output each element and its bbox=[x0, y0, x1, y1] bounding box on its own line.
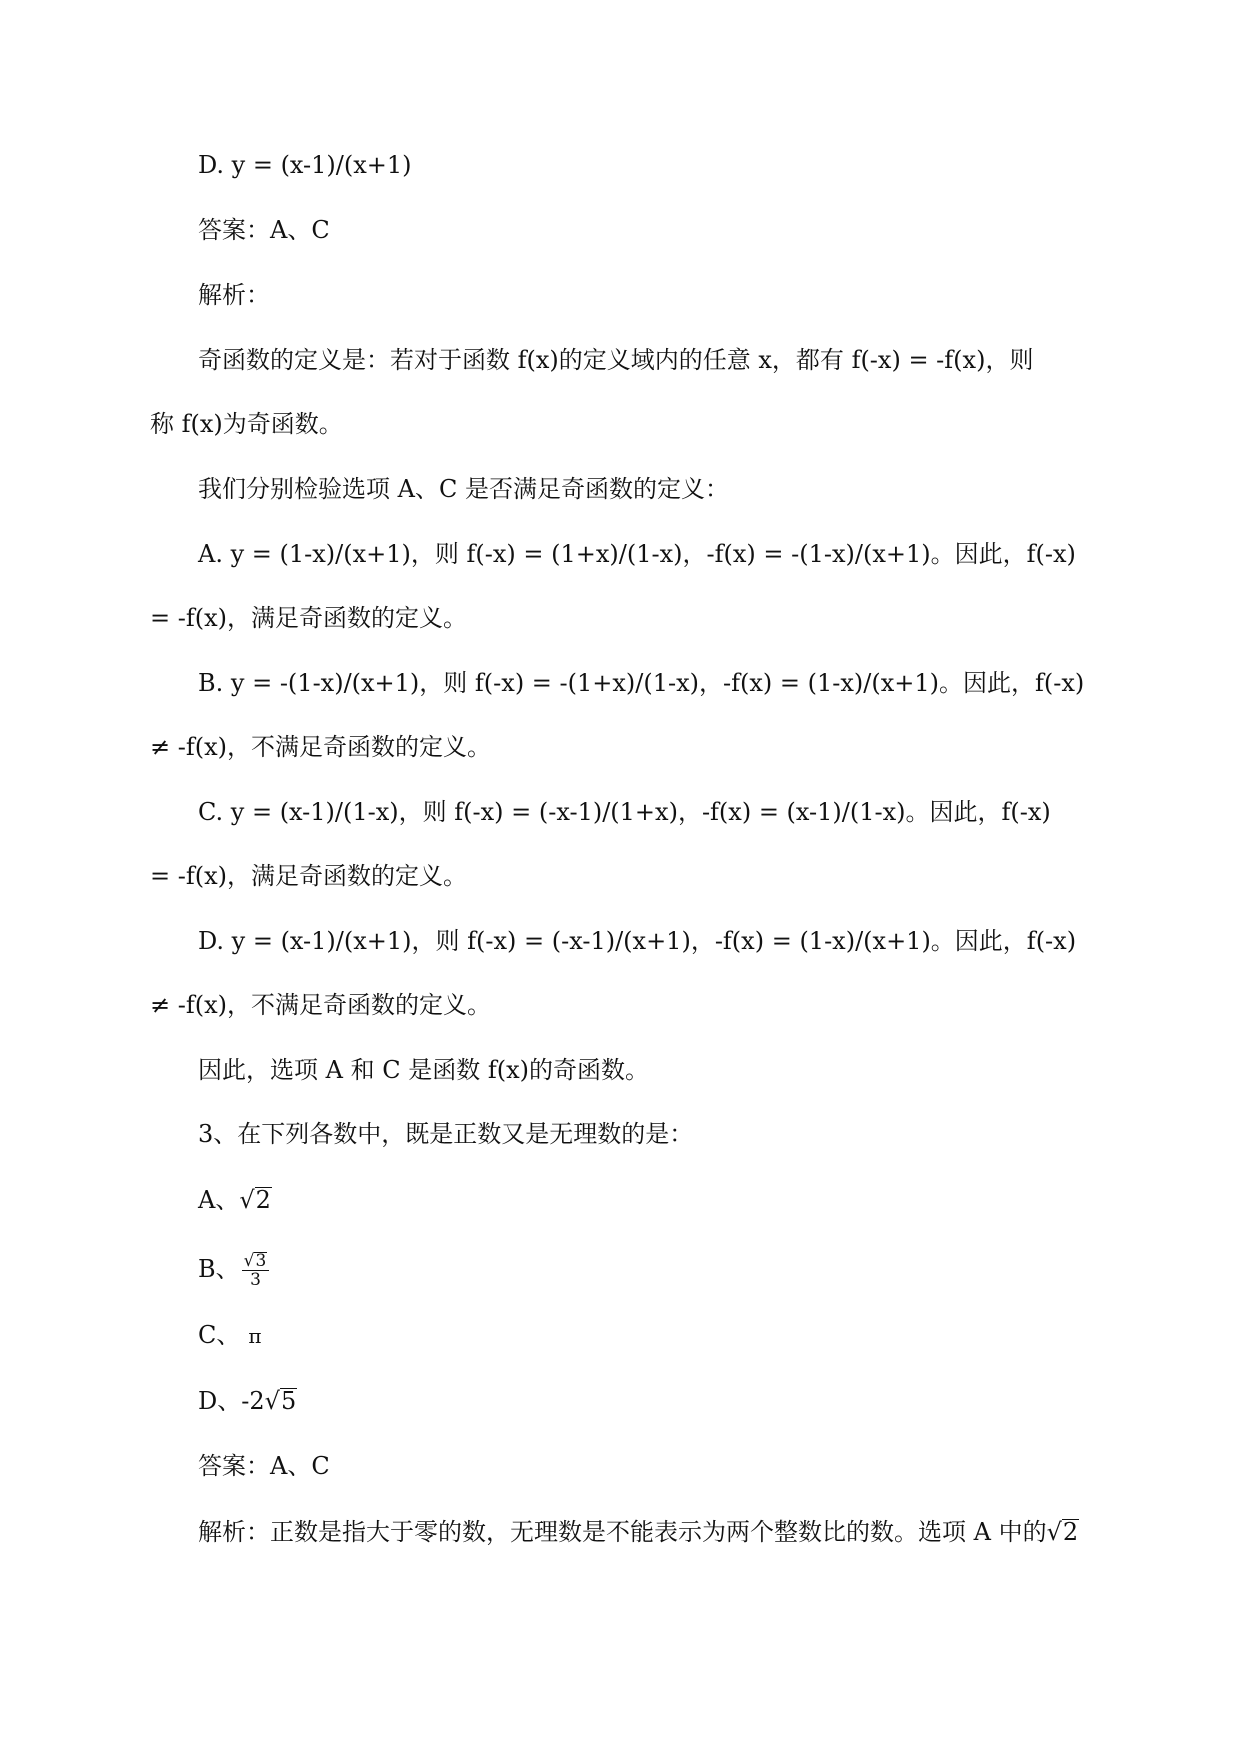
option-d-label: D、 bbox=[198, 1387, 242, 1415]
question-3-stem: 3、在下列各数中，既是正数又是无理数的是： bbox=[198, 1120, 694, 1148]
conclusion: 因此，选项 A 和 C 是函数 f(x)的奇函数。 bbox=[198, 1056, 649, 1084]
answer-3: 答案：A、C bbox=[198, 1452, 330, 1480]
option-c-label: C、 bbox=[198, 1321, 241, 1349]
option-a bbox=[198, 1185, 272, 1215]
odd-function-definition-line-1: 奇函数的定义是：若对于函数 f(x)的定义域内的任意 x，都有 f(-x) = -f(x)，则 bbox=[198, 346, 1034, 374]
check-b-line-1: B. y = -(1-x)/(x+1)，则 f(-x) = -(1+x)/(1-x)，-f(x) = (1-x)/(x+1)。因此，f(-x) bbox=[198, 669, 1085, 697]
sqrt-2: √2 bbox=[239, 1186, 271, 1214]
check-d-line-2: ≠ -f(x)，不满足奇函数的定义。 bbox=[150, 991, 491, 1019]
analysis-sqrt-2: √2 bbox=[1046, 1518, 1079, 1546]
option-a-label: A、 bbox=[198, 1186, 240, 1214]
pi-symbol: π bbox=[248, 1324, 262, 1348]
prev-option-d: D. y = (x-1)/(x+1) bbox=[198, 151, 412, 179]
check-a-line-2: = -f(x)，满足奇函数的定义。 bbox=[150, 604, 467, 632]
check-a-line-1: A. y = (1-x)/(x+1)，则 f(-x) = (1+x)/(1-x)，-f(x) = -(1-x)/(x+1)。因此，f(-x) bbox=[198, 540, 1076, 568]
option-d bbox=[198, 1386, 297, 1416]
sqrt-5: √5 bbox=[264, 1387, 297, 1415]
check-d-line-1: D. y = (x-1)/(x+1)，则 f(-x) = (-x-1)/(x+1)，-f(x) = (1-x)/(x+1)。因此，f(-x) bbox=[198, 927, 1077, 955]
option-b-label: B、 bbox=[198, 1255, 240, 1283]
option-b bbox=[198, 1252, 269, 1289]
analysis-label: 解析： bbox=[198, 281, 270, 309]
check-intro: 我们分别检验选项 A、C 是否满足奇函数的定义： bbox=[198, 475, 729, 503]
check-b-line-2: ≠ -f(x)，不满足奇函数的定义。 bbox=[150, 733, 491, 761]
analysis-3-text: 解析：正数是指大于零的数，无理数是不能表示为两个整数比的数。选项 A 中的 bbox=[198, 1518, 1047, 1546]
check-c-line-1: C. y = (x-1)/(1-x)，则 f(-x) = (-x-1)/(1+x)，-f(x) = (x-1)/(1-x)。因此，f(-x) bbox=[198, 798, 1051, 826]
fraction-sqrt3-over-3: $\frac{√3}{3}$ bbox=[242, 1252, 270, 1289]
option-c bbox=[198, 1320, 262, 1351]
analysis-3 bbox=[198, 1517, 1079, 1547]
odd-function-definition-line-2: 称 f(x)为奇函数。 bbox=[150, 410, 343, 438]
answer-line: 答案：A、C bbox=[198, 216, 330, 244]
check-c-line-2: = -f(x)，满足奇函数的定义。 bbox=[150, 862, 467, 890]
option-d-coefficient: -2 bbox=[241, 1387, 265, 1415]
